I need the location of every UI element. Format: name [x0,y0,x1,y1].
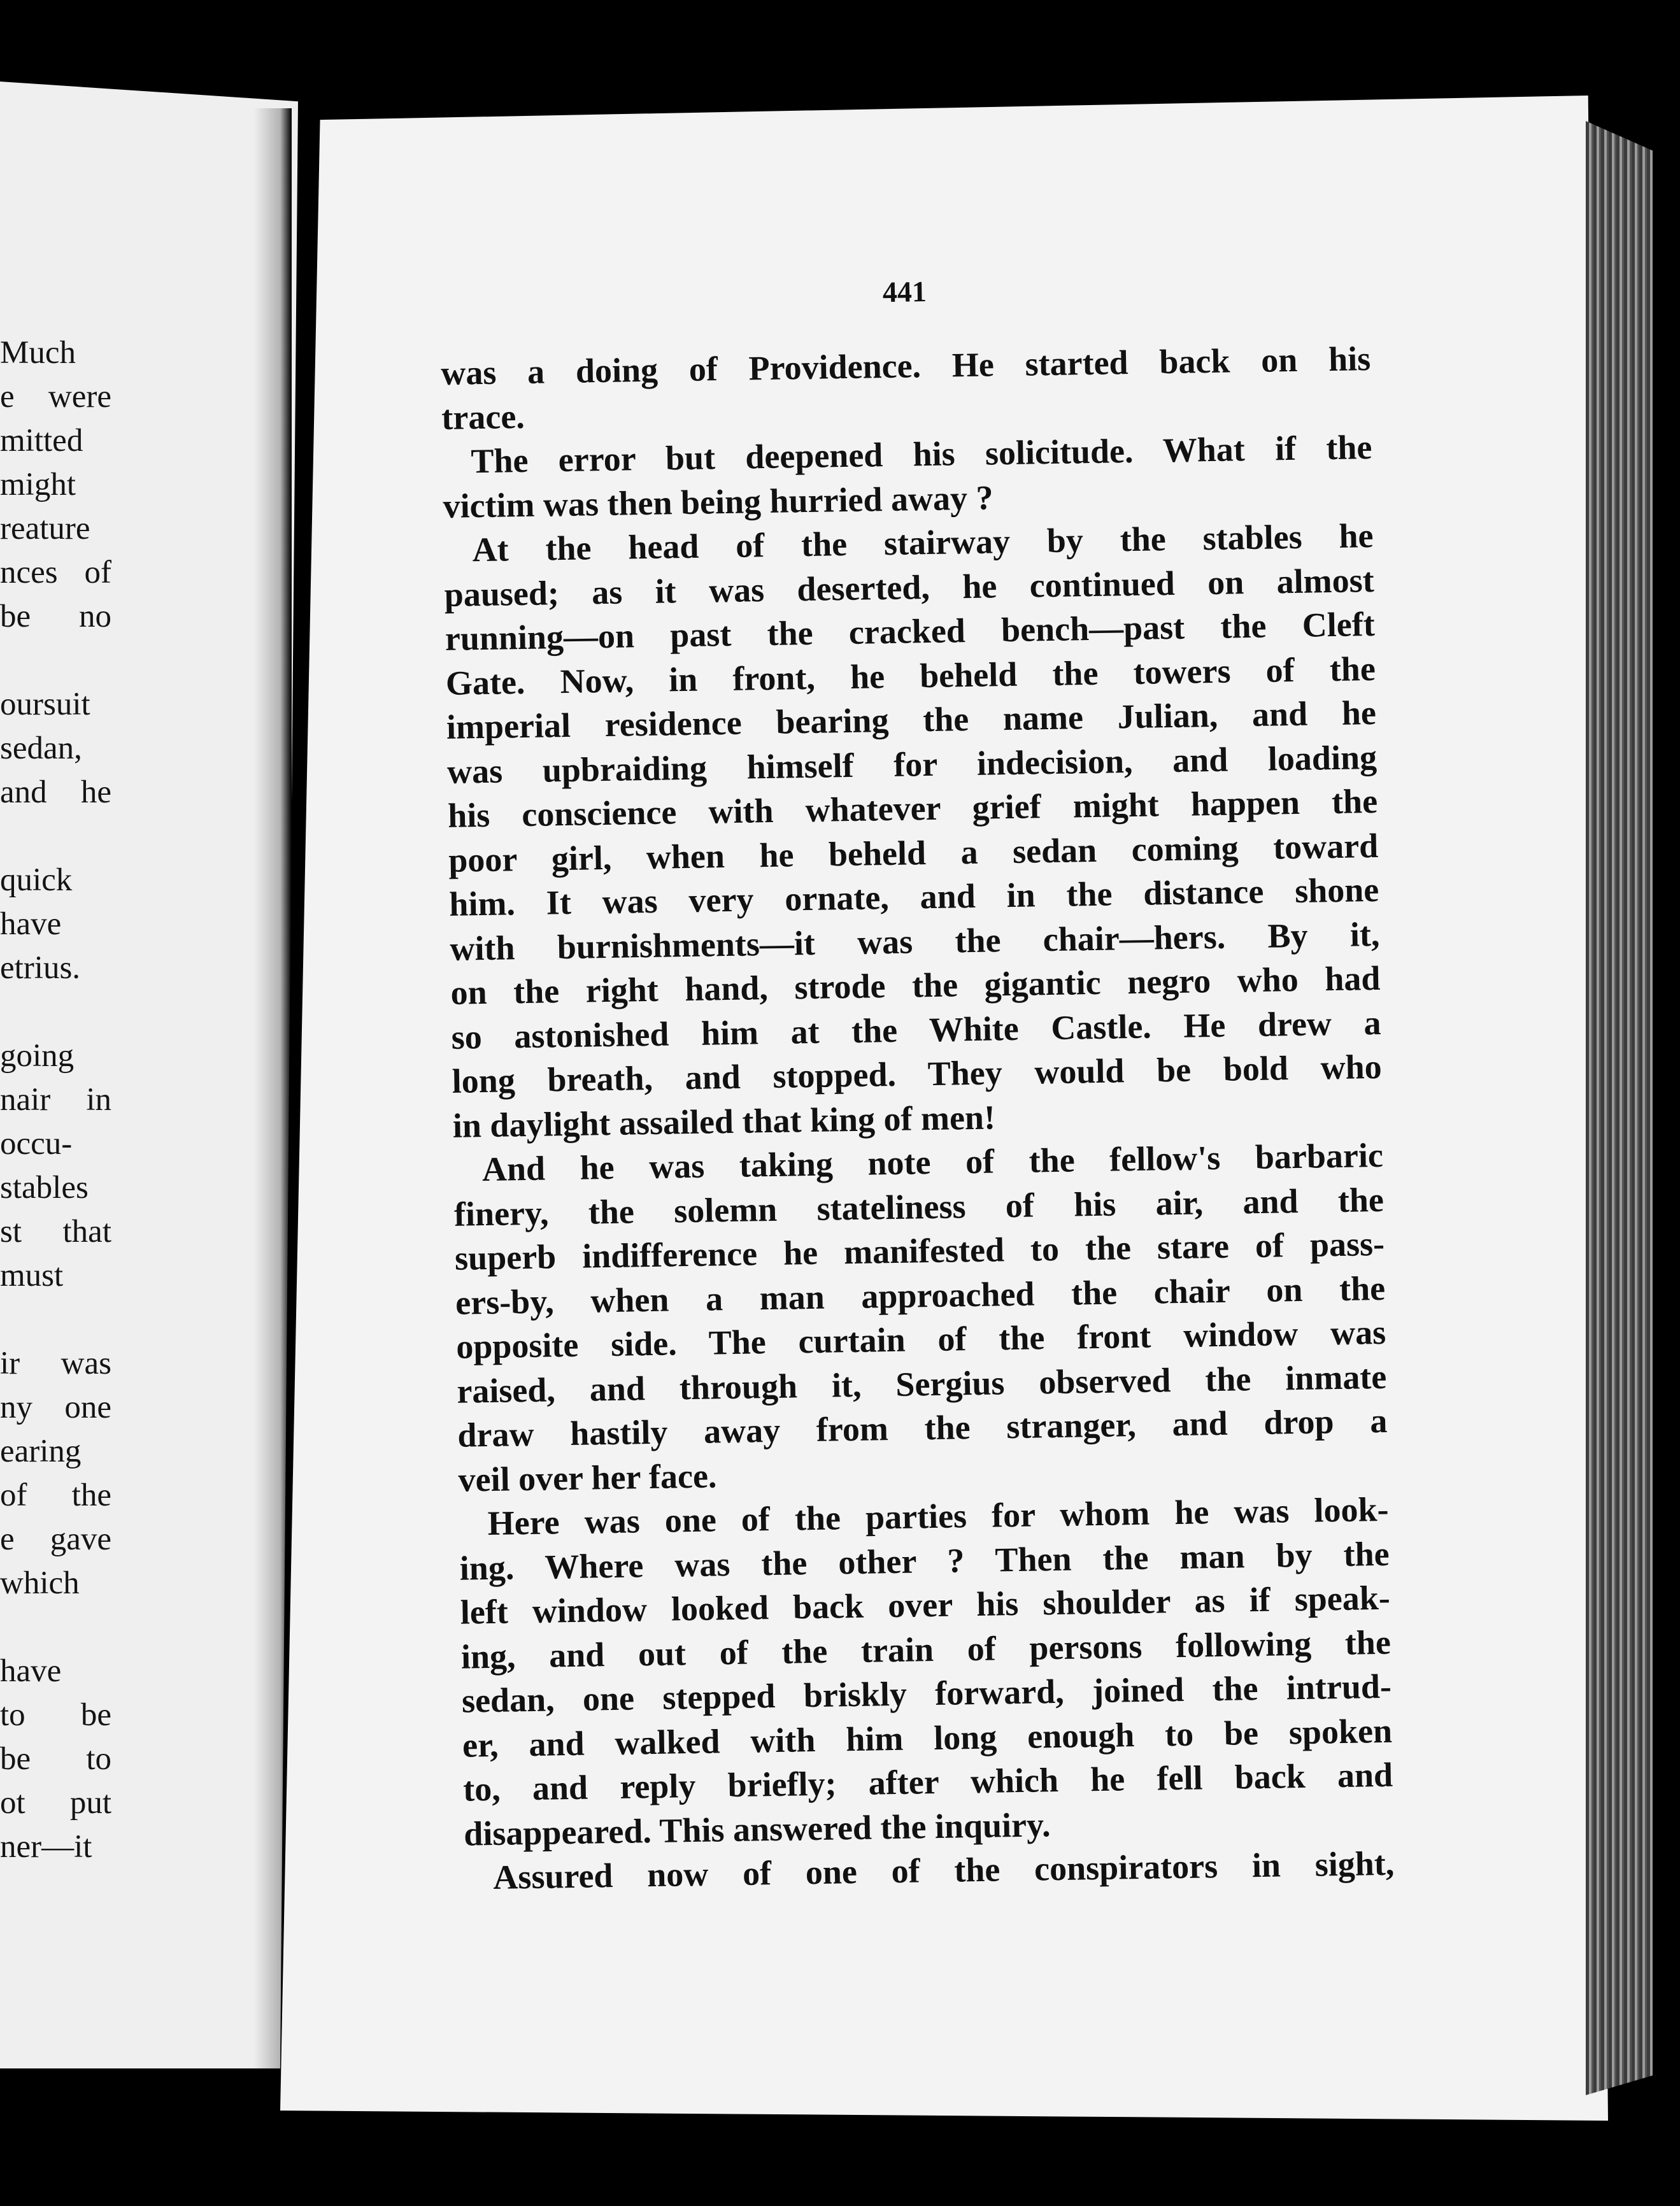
text-line: And he was taking note of the fellow's barbaric [481,1135,1384,1189]
text-line: his conscience with whatever grief might happen the [447,781,1378,835]
left-text-line: nces of [0,555,111,590]
text-line: The error but deepened his solicitude. What if the [470,428,1372,481]
text-line: draw hastily away from the stranger, and drop a [457,1401,1388,1455]
text-line: running—on past the cracked bench—past the Cleft [445,605,1376,658]
left-text-line [0,990,111,1034]
left-text-line: Much [0,335,76,371]
text-line: with burnishments—it was the chair—hers. By it, [450,914,1380,968]
left-text-line: going [0,1038,75,1074]
text-line: finery, the solemn stateliness of his air, and the [453,1180,1385,1234]
left-text-line: mitted [0,423,83,459]
text-line: Here was one of the parties for whom he was look- [487,1490,1389,1543]
text-line: ing, and out of the train of persons following the [460,1623,1392,1676]
text-line: trace. [441,397,525,437]
left-text-line: be no [0,599,111,634]
text-line: poor girl, when he beheld a sedan coming toward [448,826,1379,879]
left-text-line: have [0,1653,62,1689]
left-text-line: be to [0,1741,111,1777]
text-line: was a doing of Providence. He started back on his [440,339,1371,392]
left-text-line: and he [0,774,111,810]
text-line: long breath, and stopped. They would be bold who [452,1047,1383,1100]
right-page-text [439,266,1395,1900]
left-text-line: ner—it [0,1829,92,1865]
left-text-line: stables [0,1170,89,1206]
left-text-line: to be [0,1697,111,1733]
left-text-line: quick [0,862,73,898]
text-line: Assured now of one of the conspirators in sight, [492,1844,1395,1896]
left-text-line: oursuit [0,687,90,722]
book-gutter [253,108,292,2114]
page-edges [1586,121,1653,2095]
left-text-line: have [0,906,62,942]
left-text-line: nair in [0,1082,111,1118]
text-line: opposite side. The curtain of the front window was [455,1313,1386,1366]
left-text-line: ot put [0,1785,111,1821]
left-text-line: e were [0,379,111,415]
body-text [441,337,1395,1900]
page-number: 441 [882,274,927,309]
left-text-line [0,639,111,683]
left-page-text [0,331,111,1869]
text-line: Gate. Now, in front, he beheld the towers of the [445,649,1376,702]
text-line: left window looked back over his shoulder as if speak- [460,1578,1391,1632]
text-line: er, and walked with him long enough to be spoken [462,1711,1393,1765]
left-text-line: might [0,467,76,502]
left-text-line: etrius. [0,950,81,986]
text-line: to, and reply briefly; after which he fell back and [462,1755,1393,1809]
left-text-line: st that [0,1214,111,1249]
left-text-line: of the [0,1477,111,1513]
text-line: paused; as it was deserted, he continued on almost [444,560,1375,614]
text-line: victim was then being hurried away ? [443,478,993,525]
text-line: raised, and through it, Sergius observed the inmate [456,1357,1387,1411]
left-text-line: e gave [0,1521,111,1557]
left-text-line: ny one [0,1390,111,1425]
text-line: veil over her face. [458,1456,717,1499]
text-line: so astonished him at the White Castle. He drew a [451,1003,1381,1057]
left-text-line [0,1605,111,1649]
text-line: was upbraiding himself for indecision, and loading [446,737,1377,791]
text-line: imperial residence bearing the name Julian, and he [446,693,1377,746]
text-line: disappeared. This answered the inquiry. [463,1805,1051,1853]
text-line: him. It was very ornate, and in the distance shone [448,870,1379,923]
left-text-line: sedan, [0,730,82,766]
text-line: ing. Where was the other ? Then the man by the [459,1534,1390,1588]
text-line: in daylight assailed that king of men! [452,1097,996,1145]
left-text-line: earing [0,1434,82,1469]
left-text-line: occu- [0,1126,73,1162]
text-line: sedan, one stepped briskly forward, joined the intrud- [461,1667,1392,1720]
left-text-line: must [0,1258,64,1293]
left-text-line: reature [0,511,90,546]
text-line: superb indifference he manifested to the stare of pass- [454,1224,1385,1277]
text-line: At the head of the stairway by the stables he [472,516,1374,569]
text-line: ers-by, when a man approached the chair on the [455,1269,1386,1322]
text-line: on the right hand, strode the gigantic negro who had [450,958,1381,1012]
left-text-line: which [0,1565,80,1601]
left-text-line: ir was [0,1346,111,1381]
left-text-line [0,815,111,858]
left-text-line [0,1298,111,1342]
